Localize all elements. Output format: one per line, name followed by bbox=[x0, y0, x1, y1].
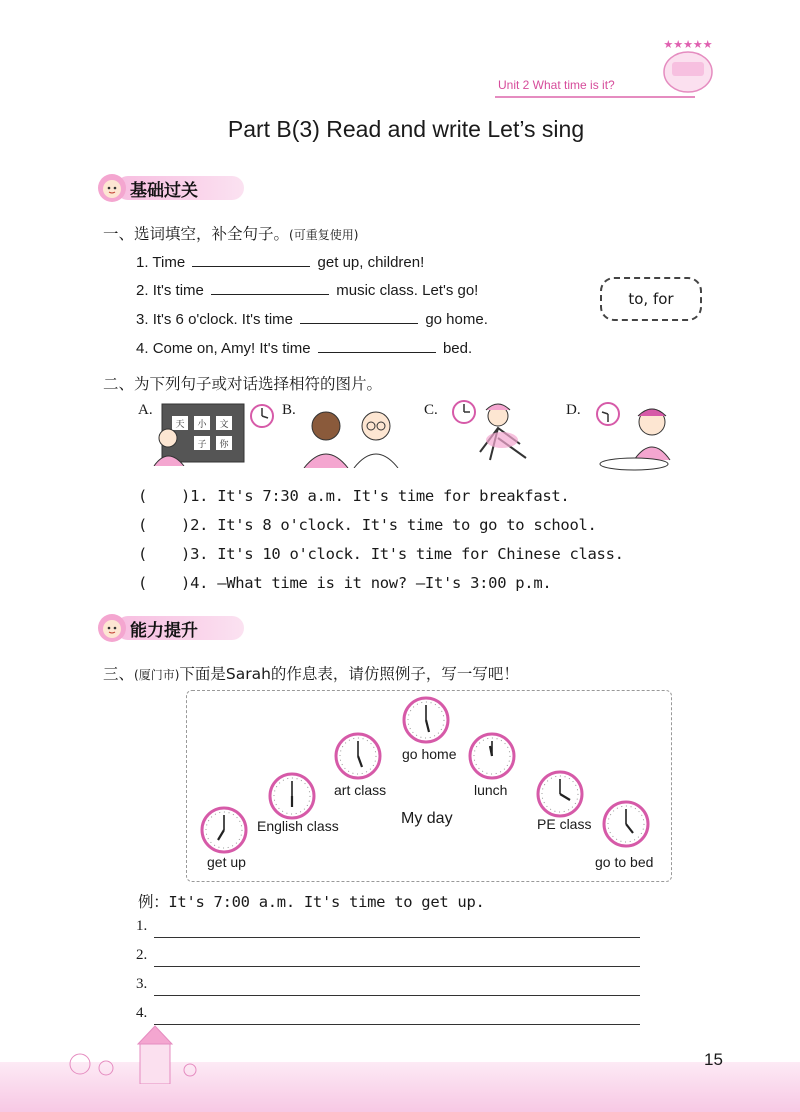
board-char: 子 bbox=[197, 440, 207, 450]
page-title: Part B(3) Read and write Let’s sing bbox=[227, 116, 585, 142]
option-a-letter: A. bbox=[138, 402, 153, 418]
q3-heading-text: 下面是Sarah的作息表，请仿照例子，写一写吧！ bbox=[179, 665, 519, 683]
paren-open: ( bbox=[138, 545, 148, 563]
item-number: 4. bbox=[136, 340, 149, 357]
answer-line[interactable] bbox=[154, 995, 640, 996]
q2-heading: 二、为下列句子或对话选择相符的图片。 bbox=[103, 375, 383, 393]
option-c-letter: C. bbox=[424, 402, 438, 418]
q1-heading bbox=[103, 222, 358, 244]
word-bank-text: to, for bbox=[628, 290, 674, 308]
paren-open: ( bbox=[138, 574, 148, 592]
clock-icon bbox=[336, 734, 380, 778]
clock-icon bbox=[202, 808, 246, 852]
item-text-before: It's time bbox=[152, 282, 204, 299]
answer-line[interactable] bbox=[154, 966, 640, 967]
section-advanced-label: 能力提升 bbox=[130, 621, 198, 641]
item-number: )3. bbox=[181, 545, 209, 563]
item-number: 2. bbox=[136, 282, 149, 299]
item-number: )2. bbox=[181, 516, 209, 534]
section-basic-label: 基础过关 bbox=[130, 181, 198, 201]
activity-label: get up bbox=[207, 854, 246, 870]
q3-example: 例：It's 7:00 a.m. It's time to get up. bbox=[138, 893, 485, 911]
board-char: 你 bbox=[219, 440, 229, 450]
activity-label: PE class bbox=[537, 816, 592, 832]
activity-label: art class bbox=[334, 782, 387, 798]
answer-number: 2. bbox=[136, 947, 148, 963]
section-advanced-header bbox=[96, 612, 256, 644]
item-text: It's 7:30 a.m. It's time for breakfast. bbox=[217, 487, 570, 505]
item-text-before: Time bbox=[152, 254, 186, 271]
fill-blank[interactable] bbox=[318, 338, 436, 353]
unit-label: Unit 2 What time is it? bbox=[498, 78, 615, 92]
girl-face-icon bbox=[96, 612, 128, 644]
clock-icon bbox=[404, 698, 448, 742]
item-text-after: bed. bbox=[442, 340, 473, 357]
q1-note: (可重复使用) bbox=[289, 228, 359, 242]
board-char: 文 bbox=[219, 420, 229, 430]
activity-label: English class bbox=[257, 818, 339, 834]
q2-item-3 bbox=[138, 545, 624, 563]
answer-number: 4. bbox=[136, 1005, 148, 1021]
two-boys-picture bbox=[298, 404, 408, 468]
answer-number: 3. bbox=[136, 976, 148, 992]
page-number: 15 bbox=[704, 1050, 723, 1069]
q3-heading bbox=[103, 662, 519, 684]
activity-label: go home bbox=[402, 746, 457, 762]
q2-item-2 bbox=[138, 516, 597, 534]
item-number: 3. bbox=[136, 311, 149, 328]
q3-prefix: 三、 bbox=[103, 665, 135, 683]
word-bank-box bbox=[600, 277, 702, 321]
q1-item-4 bbox=[136, 338, 472, 357]
clock-icon bbox=[470, 734, 514, 778]
item-number: )1. bbox=[181, 487, 209, 505]
header-divider bbox=[495, 96, 695, 98]
q1-item-2 bbox=[136, 280, 478, 299]
q3-source: (厦门市) bbox=[134, 668, 180, 682]
clock-icon bbox=[604, 802, 648, 846]
answer-line[interactable] bbox=[154, 937, 640, 938]
running-boy-picture bbox=[450, 398, 540, 466]
classroom-picture bbox=[150, 402, 280, 466]
item-number: 1. bbox=[136, 254, 149, 271]
paren-open: ( bbox=[138, 516, 148, 534]
board-char: 小 bbox=[197, 420, 207, 430]
stars-text: ★★★★★ bbox=[663, 38, 713, 51]
girl-eating-picture bbox=[594, 400, 686, 472]
girl-face-icon bbox=[96, 172, 128, 204]
item-text-before: Come on, Amy! It's time bbox=[152, 340, 311, 357]
activity-label: go to bed bbox=[595, 854, 654, 870]
fill-blank[interactable] bbox=[192, 252, 310, 267]
q2-item-4 bbox=[138, 574, 551, 592]
item-text-after: go home. bbox=[425, 311, 488, 328]
q1-item-1 bbox=[136, 252, 424, 271]
answer-number: 1. bbox=[136, 918, 148, 934]
item-number: )4. bbox=[181, 574, 209, 592]
option-d-letter: D. bbox=[566, 402, 581, 418]
q2-item-1 bbox=[138, 487, 569, 505]
header-badge bbox=[652, 32, 724, 96]
q1-heading-text: 一、选词填空，补全句子。 bbox=[103, 225, 290, 243]
fill-blank[interactable] bbox=[300, 309, 418, 324]
castle-decoration-icon bbox=[60, 1024, 260, 1084]
item-text-before: It's 6 o'clock. It's time bbox=[152, 311, 293, 328]
item-text: It's 8 o'clock. It's time to go to school. bbox=[217, 516, 597, 534]
option-b-letter: B. bbox=[282, 402, 296, 418]
activity-label: lunch bbox=[474, 782, 508, 798]
item-text-after: get up, children! bbox=[317, 254, 425, 271]
item-text: —What time is it now? —It's 3:00 p.m. bbox=[217, 574, 552, 592]
fill-blank[interactable] bbox=[211, 280, 329, 295]
center-label: My day bbox=[401, 810, 453, 827]
board-char: 天 bbox=[175, 420, 185, 430]
paren-open: ( bbox=[138, 487, 148, 505]
clock-diagram bbox=[186, 690, 670, 880]
q1-item-3 bbox=[136, 309, 488, 328]
item-text-after: music class. Let's go! bbox=[336, 282, 479, 299]
section-basic-header bbox=[96, 172, 256, 204]
badge-icon bbox=[652, 32, 724, 96]
clock-icon bbox=[538, 772, 582, 816]
item-text: It's 10 o'clock. It's time for Chinese class. bbox=[217, 545, 624, 563]
clock-icon bbox=[270, 774, 314, 818]
